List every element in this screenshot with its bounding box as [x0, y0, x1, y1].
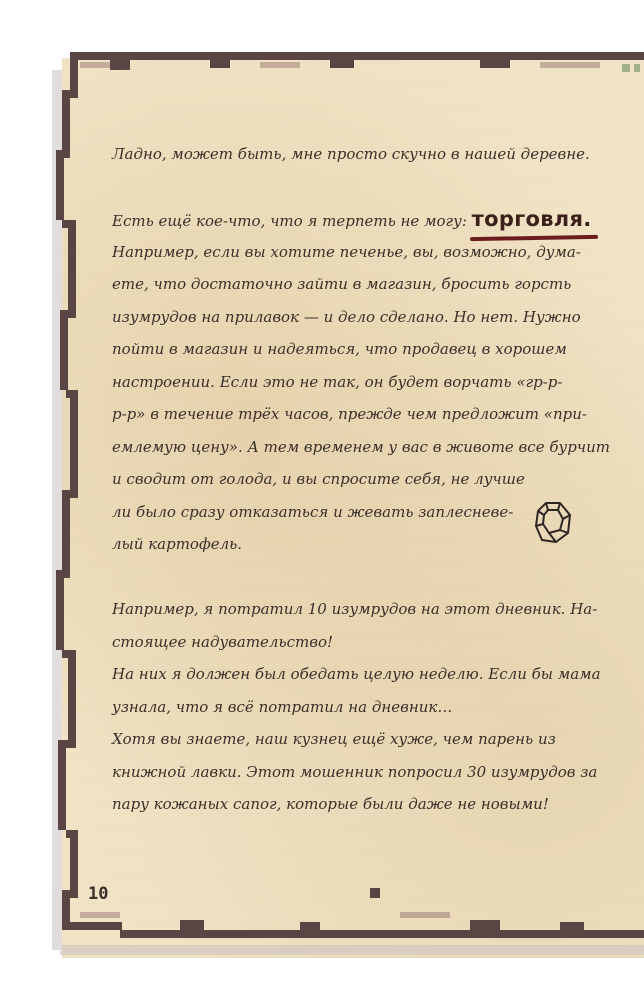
- text-line: Например, если вы хотите печенье, вы, возможно, дума-: [112, 242, 581, 261]
- text-line: емлемую цену». А тем временем у вас в животе все бурчит: [112, 437, 611, 456]
- text-line: р-р» в течение трёх часов, прежде чем предложит «при-: [112, 405, 587, 423]
- text-line: На них я должен был обедать целую неделю. Если бы мама: [112, 665, 601, 683]
- text-line: пару кожаных сапог, которые были даже не новыми!: [112, 795, 549, 813]
- text-line: Хотя вы знаете, наш кузнец ещё хуже, чем парень из: [112, 730, 556, 748]
- text-line: узнала, что я всё потратил на дневник…: [112, 697, 453, 716]
- text-line: Например, я потратил 10 изумрудов на этот дневник. На-: [112, 600, 598, 618]
- diary-text: [112, 138, 612, 821]
- keyword-trading: торговля.: [472, 203, 592, 236]
- text-line-with-keyword: [112, 203, 612, 236]
- text-line: Ладно, может быть, мне просто скучно в нашей деревне.: [112, 145, 590, 163]
- text-line: ли было сразу отказаться и жевать заплесневе-: [112, 502, 514, 521]
- text-line: лый картофель.: [112, 535, 243, 553]
- text-lead: Есть ещё кое-что, что я терпеть не могу:: [112, 212, 467, 230]
- text-line: ете, что достаточно зайти в магазин, бросить горсть: [112, 275, 572, 293]
- text-line: стоящее надувательство!: [112, 632, 334, 651]
- page-number: 10: [88, 884, 109, 904]
- text-line: книжной лавки. Этот мошенник попросил 30 изумрудов за: [112, 762, 598, 781]
- text-line: настроении. Если это не так, он будет ворчать «гр-р-: [112, 372, 563, 391]
- text-line: пойти в магазин и надеяться, что продавец в хорошем: [112, 340, 567, 358]
- emerald-outline-icon: [534, 500, 572, 544]
- text-line: и сводит от голода, и вы спросите себя, не лучше: [112, 470, 525, 488]
- text-line: изумрудов на прилавок — и дело сделано. Но нет. Нужно: [112, 307, 581, 326]
